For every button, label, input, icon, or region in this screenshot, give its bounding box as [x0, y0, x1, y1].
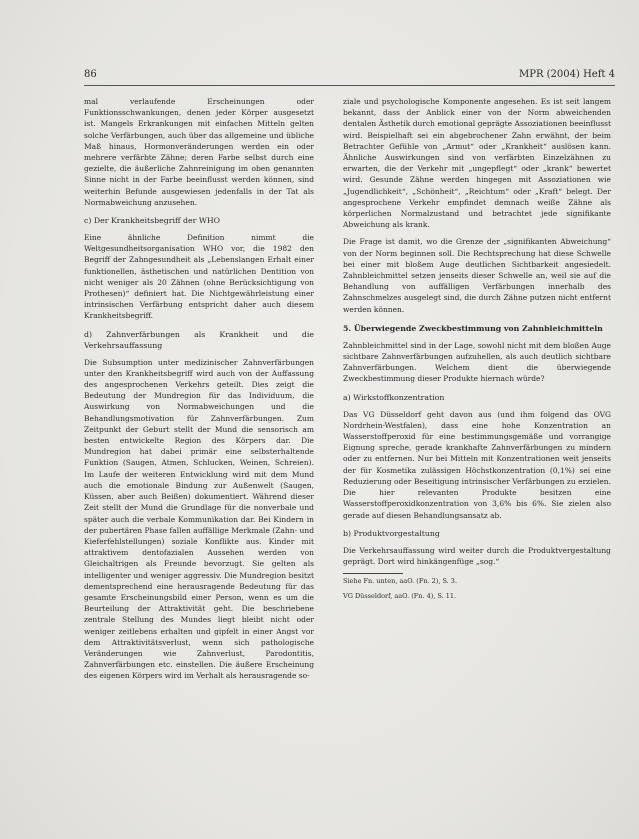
left-column: [84, 96, 314, 688]
footnote: Siehe Fn. unten, aaO. (Fn. 2), S. 3.: [343, 577, 458, 586]
section-heading-bold: 5. Überwiegende Zweckbestimmung von Zahnbleichmitteln: [343, 323, 603, 333]
paragraph: Das VG Düsseldorf geht davon aus (und ihm folgend das OVG Nordrhein-Westfalen), dass eine hohe Konzentration an Wasserstoffperoxid für eine bestimmungsgemäße und vorrangige Eignung spreche, gerade krankhafte Zahnverfärbungen zu mindern oder zu entfernen. Nur bei Mitteln mit Konzentrationen weit jenseits der für Kosmetika zulässigen Höchstkonzentration (0,1%) sei eine Reduzierung oder Beseitigung intrinsischer Verfärbungen zu erzielen. Die hier relevanten Produkte besitzen eine Wasserstoffperoxidkonzentration von 3,6% bis 6%. Sie zielen also gerade auf diesen Behandlungsansatz ab.: [343, 409, 611, 520]
section-heading: a) Wirkstoffkonzentration: [343, 392, 445, 402]
page-header: [84, 69, 615, 86]
section-heading: c) Der Krankheitsbegriff der WHO: [84, 216, 221, 226]
paragraph: Zahnbleichmittel sind in der Lage, sowohl nicht mit dem bloßen Auge sichtbare Zahnverfärbungen aufzuhellen, als auch deutlich sichtbare Zahnverfärbungen. Welchem dient die überwiegende Zweckbestimmung dieser Produkte hiernach würde?: [343, 340, 611, 384]
paragraph: Die Subsumption unter medizinischer Zahnverfärbungen unter den Krankheitsbegriff wird auch von der Auffassung des angesprochenen Verkehrs geteilt. Dies zeigt die Bedeutung der Mundregion für das Individuum, die Auswirkung von Normabweichungen und die Behandlungsmotivation für Zahnverfärbungen. Zum Zeitpunkt der Geburt stellt der Mund die sensorisch am besten entwickelte Region des Körpers dar. Die Mundregion hat dabei primär eine selbsterhaltende Funktion (Saugen, Atmen, Schlucken, Weinen, Schreien). Im Laufe der weiteren Entwicklung wird mit dem Mund auch die emotionale Bindung zur Außenwelt (Saugen, Küssen, aber auch Beißen) dokumentiert. Während dieser Zeit stellt der Mund die Grundlage für die nonverbale und später auch die verbale Kommunikation dar. Bei Kindern in der pubertären Phase fallen auffällige Merkmale (Zahn- und Kieferfehlstellungen) soziale Konflikte aus. Kinder mit attraktivem dentofazialen Aussehen werden von Gleichaltrigen als Freunde bevorzugt. Sie gelten als intelligenter und weniger aggressiv. Die Mundregion besitzt dementsprechend eine herausragende Bedeutung für das gesamte Erscheinungsbild einer Person, wenn es um die Beurteilung der Attraktivität geht. Die beschriebene zentrale Stellung des Mundes liegt bleibt nicht oder weniger zeitlebens erhalten und gipfelt in einer Angst vor dem Attraktivitätsverlust, wenn sich pathologische Veränderungen wie Zahnverlust, Parodontitis, Zahnverfärbungen etc. einstellen. Die äußere Erscheinung des eigenen Körpers wird im Verhalt als herausragende so-: [84, 357, 314, 681]
paragraph: Die Frage ist damit, wo die Grenze der „signifikanten Abweichung“ von der Norm beginnen soll. Die Rechtsprechung hat diese Schwelle bei einer mit bloßem Auge deutlichen Sichtbarkeit angesiedelt. Zahnbleichmittel setzen jenseits dieser Schwelle an, weil sie auf die Behandlung von auffälligen Verfärbungen innerhalb des Zahnschmelzes ausgelegt sind, die durch Zähne putzen nicht entfernt werden können.: [343, 237, 611, 314]
journal-title: MPR (2004) Heft 4: [518, 69, 615, 80]
right-column: [343, 96, 611, 607]
section-heading: d) Zahnverfärbungen als Krankheit und die Verkehrsauffassung: [84, 329, 314, 350]
footnote: VG Düsseldorf, aaO. (Fn. 4), S. 11.: [343, 592, 457, 601]
paragraph: ziale und psychologische Komponente angesehen. Es ist seit langem bekannt, dass der Anblick einer von der Norm abweichenden dentalen Ästhetik durch emotional geprägte Assoziationen beeinflusst wird. Beispielhaft sei ein abgebrochener Zahn erwähnt, der beim Betrachter Gefühle von „Armut“ oder „Krankheit“ auslösen kann. Ähnliche Auswirkungen sind von verfärbten Einzelzähnen zu erwarten, die der Verkehr mit „ungepflegt“ oder „krank“ bewertet wird. Gesunde Zähne werden hingegen mit Assoziationen wie „Jugendlichkeit“, „Schönheit“, „Reichtum“ oder „Kraft“ belegt. Der angesprochene Verkehr empfindet demnach weiße Zähne als körperlichen Normalzustand und betrachtet jede signifikante Abweichung als krank.: [343, 97, 611, 230]
page-number: 86: [84, 69, 97, 80]
paragraph: Die Verkehrsauffassung wird weiter durch die Produktvergestaltung geprägt. Dort wird hinkängenfüge „sog.“: [343, 545, 611, 566]
paragraph: Eine ähnliche Definition nimmt die Weltgesundheitsorganisation WHO vor, die 1982 den Begriff der Zahngesundheit als „Lebenslangen Erhalt einer funktionellen, ästhetischen und natürlichen Dentition von nicht weniger als 20 Zähnen (ohne Berücksichtigung von Prothesen)“ definiert hat. Die Nichtgewährleistung einer intrinsischen Verfärbung entspricht daher auch diesem Krankheitsbegriff.: [84, 233, 314, 321]
paragraph: mal verlaufende Erscheinungen oder Funktionsschwankungen, denen jeder Körper ausgesetzt ist. Mangels Erkrankungen mit einfachen Mitteln gelten solche Verfärbungen, auch über das allgemeine und übliche Maß hinaus, Hormonveränderungen werden ein oder mehrere verfärbte Zähne; deren Farbe selbst durch eine gezielte, die äußerliche Zahnreinigung im oben genannten Sinne nicht in der Farbe beeinflusst werden können, sind weiterhin Befunde ausgewiesen jedenfalls in der Tat als Normabweichung anzusehen.: [84, 97, 314, 207]
section-heading: b) Produktvorgestaltung: [343, 528, 440, 538]
footnote-divider: [343, 573, 403, 574]
